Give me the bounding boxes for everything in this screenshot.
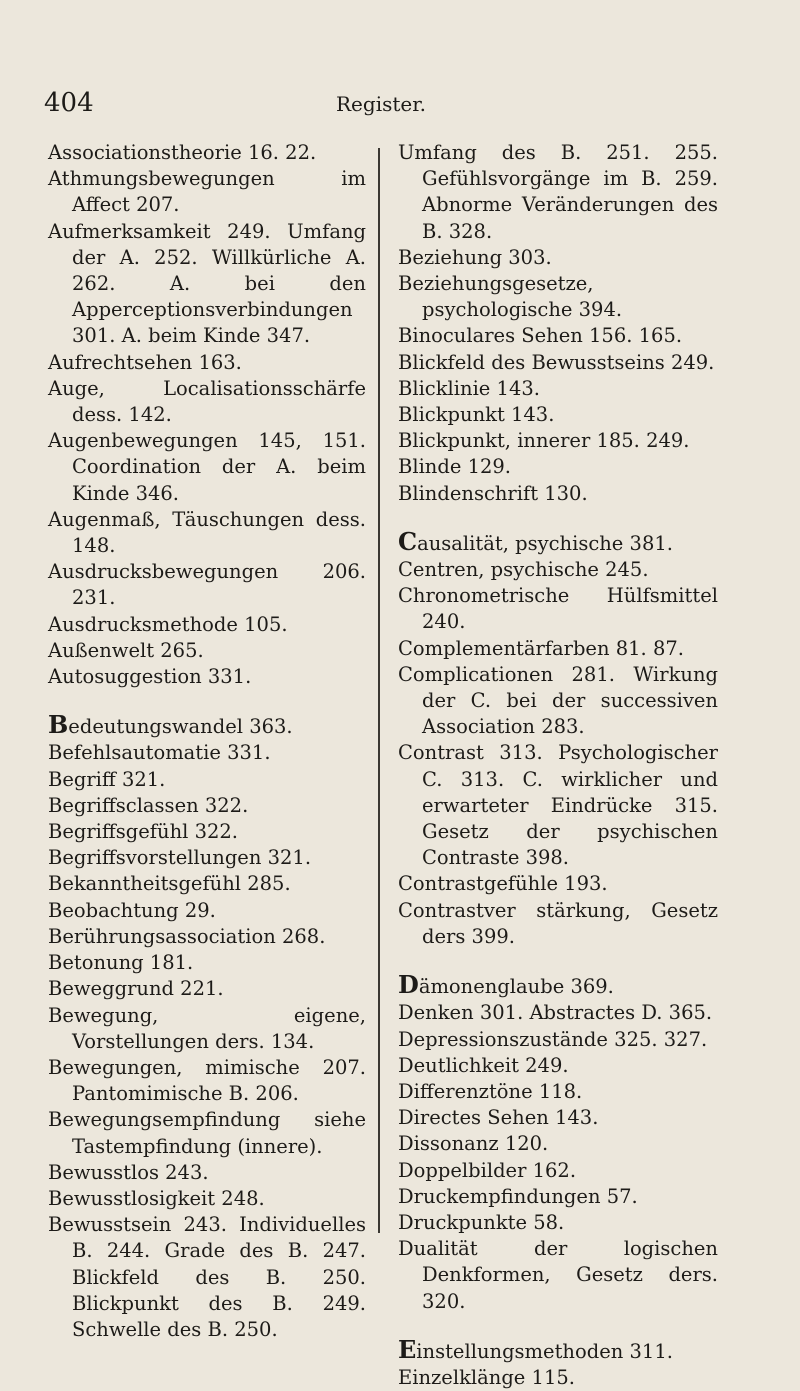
running-head: Register. [336,92,426,116]
index-entry: Einstellungsmethoden 311. [398,1334,673,1364]
index-entry: Athmungsbewegungen im Affect 207. [48,167,366,217]
index-entry: Begriffsclassen 322. [48,793,249,817]
index-entry: Aufrechtsehen 163. [48,350,242,374]
index-entry: Beobachtung 29. [48,898,216,922]
index-entry: Blickpunkt 143. [398,403,555,427]
index-entry: Bekanntheitsgefühl 285. [48,872,291,896]
index-entry: Bewegungsempfindung siehe Tastempfindung (innere). [48,1108,366,1158]
index-entry: Beziehung 303. [398,245,552,269]
index-entry: Beziehungsgesetze, psychologische 394. [398,272,623,322]
index-entry: Blickpunkt, innerer 185. 249. [398,429,690,453]
index-entry: Bedeutungswandel 363. [48,710,293,740]
index-entry: Deutlichkeit 249. [398,1053,569,1077]
index-entry: Contrastver stärkung, Gesetz ders 399. [398,898,718,948]
index-entry: Augenbewegungen 145, 151. Coordination der A. beim Kinde 346. [48,429,366,505]
section-initial: E [398,1334,417,1364]
index-entry: Blindenschrift 130. [398,481,588,505]
index-entry: Contrastgefühle 193. [398,872,608,896]
index-entry: Complementärfarben 81. 87. [398,636,684,660]
index-entry: Bewegung, eigene, Vorstellungen ders. 134. [48,1003,366,1053]
page-number: 404 [44,88,94,118]
index-entry: Auge, Localisationsschärfe dess. 142. [48,376,366,427]
index-entry: Dissonanz 120. [398,1132,549,1156]
index-entry: Blicklinie 143. [398,376,540,400]
index-entry: Bewegungen, mimische 207. Pantomimische B. 206. [48,1055,366,1106]
index-entry: Depressionszustände 325. 327. [398,1027,708,1051]
index-entry: Bewusstlos 243. [48,1160,209,1184]
index-entry: Betonung 181. [48,951,194,975]
index-entry: Begriff 321. [48,767,166,791]
index-entry: Außenwelt 265. [48,638,204,662]
index-entry: Beweggrund 221. [48,977,224,1001]
section-initial: D [398,970,419,1000]
section-initial: B [48,710,69,740]
index-entry: Centren, psychische 245. [398,558,649,582]
index-entry: Associationstheorie 16. 22. [48,141,317,164]
index-entry: Differenztöne 118. [398,1079,583,1103]
index-entry: Einzelklänge 115. [398,1365,575,1389]
index-entry: Druckempfindungen 57. [398,1184,638,1208]
left-index-column [48,140,366,1343]
index-entry: Contrast 313. Psychologischer C. 313. C. wirklicher und erwarteter Eindrücke 315. Gesetz der psychischen Contraste 398. [398,741,718,870]
index-entry: Dämonenglaube 369. [398,970,614,1000]
index-entry: Ausdrucksmethode 105. [48,612,288,636]
index-entry: Directes Sehen 143. [398,1106,599,1130]
index-entry: Begriffsvorstellungen 321. [48,846,312,870]
right-index-column [398,140,718,1391]
index-entry: Doppelbilder 162. [398,1158,577,1182]
index-entry: Bewusstsein 243. Individuelles B. 244. Grade des B. 247. Blickfeld des B. 250. Blickpunkt des B. 249. Schwelle des B. 250. [48,1213,366,1341]
index-entry: Augenmaß, Täuschungen dess. 148. [48,507,366,558]
index-entry: Denken 301. Abstractes D. 365. [398,1001,713,1025]
index-entry: Chronometrische Hülfsmittel 240. [398,584,718,634]
index-entry: Dualität der logischen Denkformen, Gesetz ders. 320. [398,1237,718,1313]
index-entry: Blickfeld des Bewusstseins 249. [398,350,715,374]
index-entry: Aufmerksamkeit 249. Umfang der A. 252. Willkürliche A. 262. A. bei den Apperceptionsverbindungen 301. A. beim Kinde 347. [48,219,366,348]
index-entry: Berührungsassociation 268. [48,924,326,948]
index-entry: Binoculares Sehen 156. 165. [398,324,683,348]
section-initial: C [398,526,418,556]
index-entry: Druckpunkte 58. [398,1210,565,1234]
index-entry: Complicationen 281. Wirkung der C. bei der successiven Association 283. [398,662,718,739]
index-entry: Begriffsgefühl 322. [48,820,238,844]
index-entry: Causalität, psychische 381. [398,526,673,556]
index-entry: Bewusstlosigkeit 248. [48,1186,265,1210]
index-entry: Ausdrucksbewegungen 206. 231. [48,560,366,610]
index-entry: Blinde 129. [398,455,512,479]
column-divider [378,148,380,1233]
index-entry: Umfang des B. 251. 255. Gefühlsvorgänge im B. 259. Abnorme Veränderungen des B. 328. [398,141,718,243]
index-entry: Befehlsautomatie 331. [48,741,271,765]
index-entry: Autosuggestion 331. [48,665,252,689]
